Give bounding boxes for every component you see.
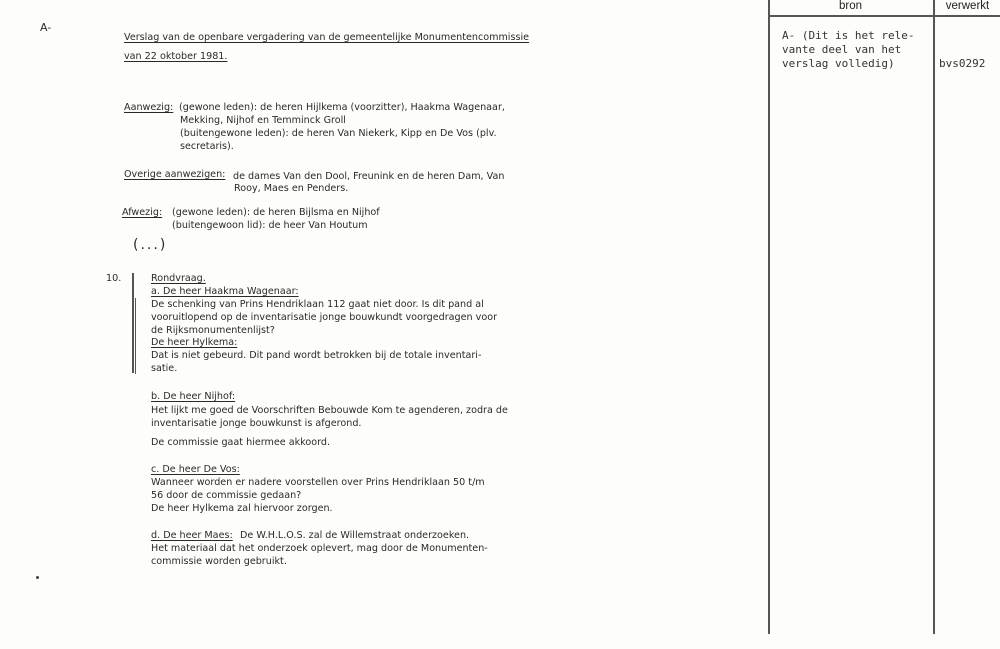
reply-a-line-2: satie. bbox=[151, 363, 178, 374]
reply-a-line-1: Dat is niet gebeurd. Dit pand wordt betrokken bij de totale inventari- bbox=[151, 350, 482, 361]
question-c-line-3: De heer Hylkema zal hiervoor zorgen. bbox=[151, 503, 333, 514]
reply-a-heading: De heer Hylkema: bbox=[151, 337, 238, 348]
afwezig-line-2: (buitengewoon lid): de heer Van Houtum bbox=[172, 220, 368, 231]
question-b-heading: b. De heer Nijhof: bbox=[151, 391, 236, 402]
omission-ellipsis: (...) bbox=[133, 237, 168, 253]
question-c-line-1: Wanneer worden er nadere voorstellen over Prins Hendriklaan 50 t/m bbox=[151, 477, 485, 488]
question-d-heading: d. De heer Maes: bbox=[151, 530, 233, 541]
verwerkt-header: verwerkt bbox=[945, 0, 990, 12]
table-divider bbox=[933, 0, 935, 634]
bron-line-2: vante deel van het bbox=[782, 43, 902, 56]
question-a-line-1: De schenking van Prins Hendriklaan 112 gaat niet door. Is dit pand al bbox=[151, 299, 484, 310]
overige-line-1: de dames Van den Dool, Freunink en de heren Dam, Van bbox=[233, 171, 505, 182]
afwezig-line-1: (gewone leden): de heren Bijlsma en Nijhof bbox=[172, 207, 380, 218]
question-b-line-3: De commissie gaat hiermee akkoord. bbox=[151, 437, 331, 448]
bron-header: bron bbox=[838, 0, 863, 12]
aanwezig-line-3: (buitengewone leden): de heren Van Niekerk, Kipp en De Vos (plv. bbox=[180, 128, 497, 139]
question-b-line-2: inventarisatie jonge bouwkunst is afgerond. bbox=[151, 418, 362, 429]
item-number: 10. bbox=[106, 273, 122, 284]
stray-dot bbox=[36, 576, 39, 579]
rondvraag-title: Rondvraag. bbox=[151, 273, 206, 284]
table-header-rule bbox=[768, 15, 1000, 17]
verwerkt-value: bvs0292 bbox=[939, 57, 986, 70]
report-title: Verslag van de openbare vergadering van de gemeentelijke Monumentencommissie bbox=[124, 32, 530, 43]
question-d-line-2: Het materiaal dat het onderzoek oplevert, mag door de Monumenten- bbox=[151, 543, 488, 554]
margin-marker: A- bbox=[40, 21, 52, 34]
question-a-heading: a. De heer Haakma Wagenaar: bbox=[151, 286, 299, 297]
question-b-line-1: Het lijkt me goed de Voorschriften Bebouwde Kom te agenderen, zodra de bbox=[151, 405, 508, 416]
question-c-heading: c. De heer De Vos: bbox=[151, 464, 240, 475]
question-a-line-2: vooruitlopend op de inventarisatie jonge bouwkundt voorgedragen voor bbox=[151, 312, 498, 323]
aanwezig-line-1: (gewone leden): de heren Hijlkema (voorzitter), Haakma Wagenaar, bbox=[179, 102, 505, 113]
question-d-line-3: commissie worden gebruikt. bbox=[151, 556, 287, 567]
table-left-border bbox=[768, 0, 770, 634]
afwezig-label: Afwezig: bbox=[122, 207, 163, 218]
question-a-line-3: de Rijksmonumentenlijst? bbox=[151, 325, 275, 336]
overige-line-2: Rooy, Maes en Penders. bbox=[234, 183, 349, 194]
question-d-line-1: De W.H.L.O.S. zal de Willemstraat onderzoeken. bbox=[240, 530, 470, 541]
bron-line-1: A- (Dit is het rele- bbox=[782, 29, 915, 42]
overige-label: Overige aanwezigen: bbox=[124, 169, 226, 180]
margin-bar bbox=[132, 273, 134, 373]
bron-line-3: verslag volledig) bbox=[782, 57, 895, 70]
report-date: van 22 oktober 1981. bbox=[124, 51, 228, 62]
aanwezig-line-2: Mekking, Nijhof en Temminck Groll bbox=[180, 115, 346, 126]
margin-bar-inner bbox=[135, 298, 136, 374]
aanwezig-line-4: secretaris). bbox=[180, 141, 234, 152]
question-c-line-2: 56 door de commissie gedaan? bbox=[151, 490, 302, 501]
aanwezig-label: Aanwezig: bbox=[124, 102, 174, 113]
